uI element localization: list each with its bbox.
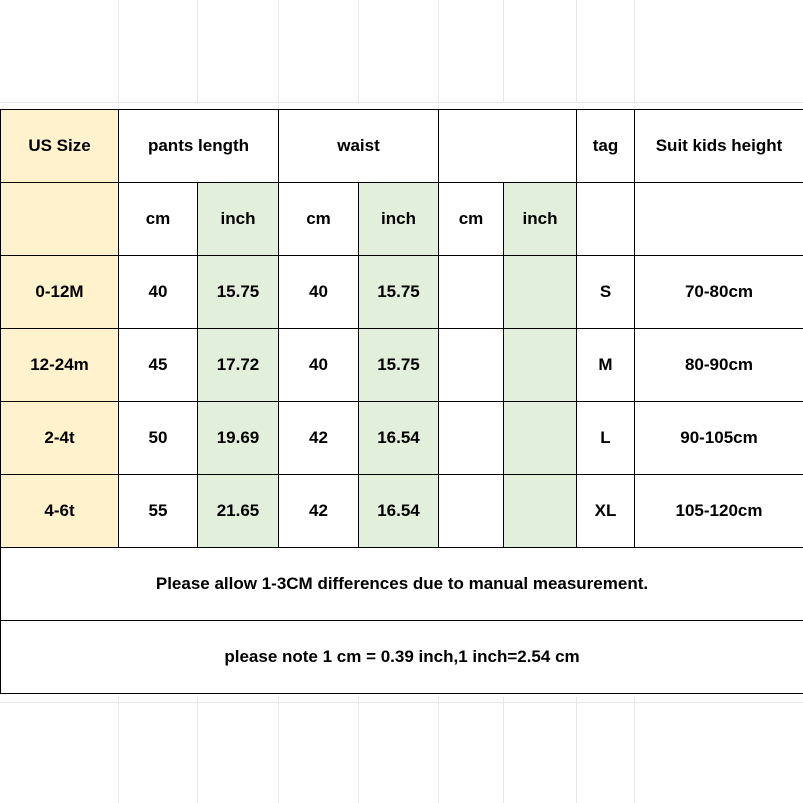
header-waist: waist — [279, 110, 439, 183]
pants-inch-cell: 21.65 — [198, 475, 279, 548]
size-cell: 4-6t — [1, 475, 119, 548]
unit-waist-inch: inch — [359, 183, 439, 256]
gridline — [197, 697, 198, 803]
height-cell: 80-90cm — [635, 329, 803, 402]
pants-inch-cell: 19.69 — [198, 402, 279, 475]
height-cell: 90-105cm — [635, 402, 803, 475]
size-cell: 0-12M — [1, 256, 119, 329]
blank-cm-cell — [439, 475, 504, 548]
header-blank-group — [439, 110, 577, 183]
gridline — [503, 697, 504, 803]
waist-inch-cell: 15.75 — [359, 329, 439, 402]
tag-cell: S — [577, 256, 635, 329]
header-us-size: US Size — [1, 110, 119, 183]
header-row — [1, 110, 803, 183]
measurement-note: Please allow 1-3CM differences due to manual measurement. — [1, 548, 803, 621]
gridline — [576, 0, 577, 102]
waist-cm-cell: 42 — [279, 402, 359, 475]
blank-inch-cell — [504, 329, 577, 402]
gridline — [503, 0, 504, 102]
height-cell: 105-120cm — [635, 475, 803, 548]
gridline — [634, 0, 635, 102]
unit-blank-inch: inch — [504, 183, 577, 256]
header-suit-kids-height: Suit kids height — [635, 110, 803, 183]
tag-cell: XL — [577, 475, 635, 548]
pants-cm-cell: 45 — [119, 329, 198, 402]
size-cell: 2-4t — [1, 402, 119, 475]
blank-cm-cell — [439, 256, 504, 329]
unit-pants-inch: inch — [198, 183, 279, 256]
waist-inch-cell: 15.75 — [359, 256, 439, 329]
pants-inch-cell: 17.72 — [198, 329, 279, 402]
blank-cm-cell — [439, 329, 504, 402]
gridline — [576, 697, 577, 803]
pants-inch-cell: 15.75 — [198, 256, 279, 329]
blank-inch-cell — [504, 256, 577, 329]
header-tag: tag — [577, 110, 635, 183]
gridline — [634, 697, 635, 803]
size-chart-table — [0, 109, 803, 694]
gridline — [118, 0, 119, 102]
header-pants-length: pants length — [119, 110, 279, 183]
gridline — [358, 0, 359, 102]
tag-cell: M — [577, 329, 635, 402]
conversion-note: please note 1 cm = 0.39 inch,1 inch=2.54 cm — [1, 621, 803, 694]
gridline — [0, 702, 803, 703]
units-size-cell — [1, 183, 119, 256]
units-height-cell — [635, 183, 803, 256]
waist-cm-cell: 42 — [279, 475, 359, 548]
pants-cm-cell: 55 — [119, 475, 198, 548]
gridline — [0, 102, 803, 103]
unit-pants-cm: cm — [119, 183, 198, 256]
pants-cm-cell: 40 — [119, 256, 198, 329]
gridline — [438, 0, 439, 102]
blank-cm-cell — [439, 402, 504, 475]
unit-waist-cm: cm — [279, 183, 359, 256]
note-row — [1, 548, 803, 621]
blank-inch-cell — [504, 475, 577, 548]
pants-cm-cell: 50 — [119, 402, 198, 475]
waist-inch-cell: 16.54 — [359, 475, 439, 548]
gridline — [197, 0, 198, 102]
gridline — [118, 697, 119, 803]
table-row — [1, 256, 803, 329]
height-cell: 70-80cm — [635, 256, 803, 329]
table-row — [1, 475, 803, 548]
size-cell: 12-24m — [1, 329, 119, 402]
unit-blank-cm: cm — [439, 183, 504, 256]
units-tag-cell — [577, 183, 635, 256]
waist-cm-cell: 40 — [279, 329, 359, 402]
note-row — [1, 621, 803, 694]
blank-inch-cell — [504, 402, 577, 475]
waist-cm-cell: 40 — [279, 256, 359, 329]
table-row — [1, 402, 803, 475]
gridline — [278, 0, 279, 102]
table-row — [1, 329, 803, 402]
gridline — [278, 697, 279, 803]
units-row — [1, 183, 803, 256]
tag-cell: L — [577, 402, 635, 475]
waist-inch-cell: 16.54 — [359, 402, 439, 475]
gridline — [438, 697, 439, 803]
gridline — [358, 697, 359, 803]
